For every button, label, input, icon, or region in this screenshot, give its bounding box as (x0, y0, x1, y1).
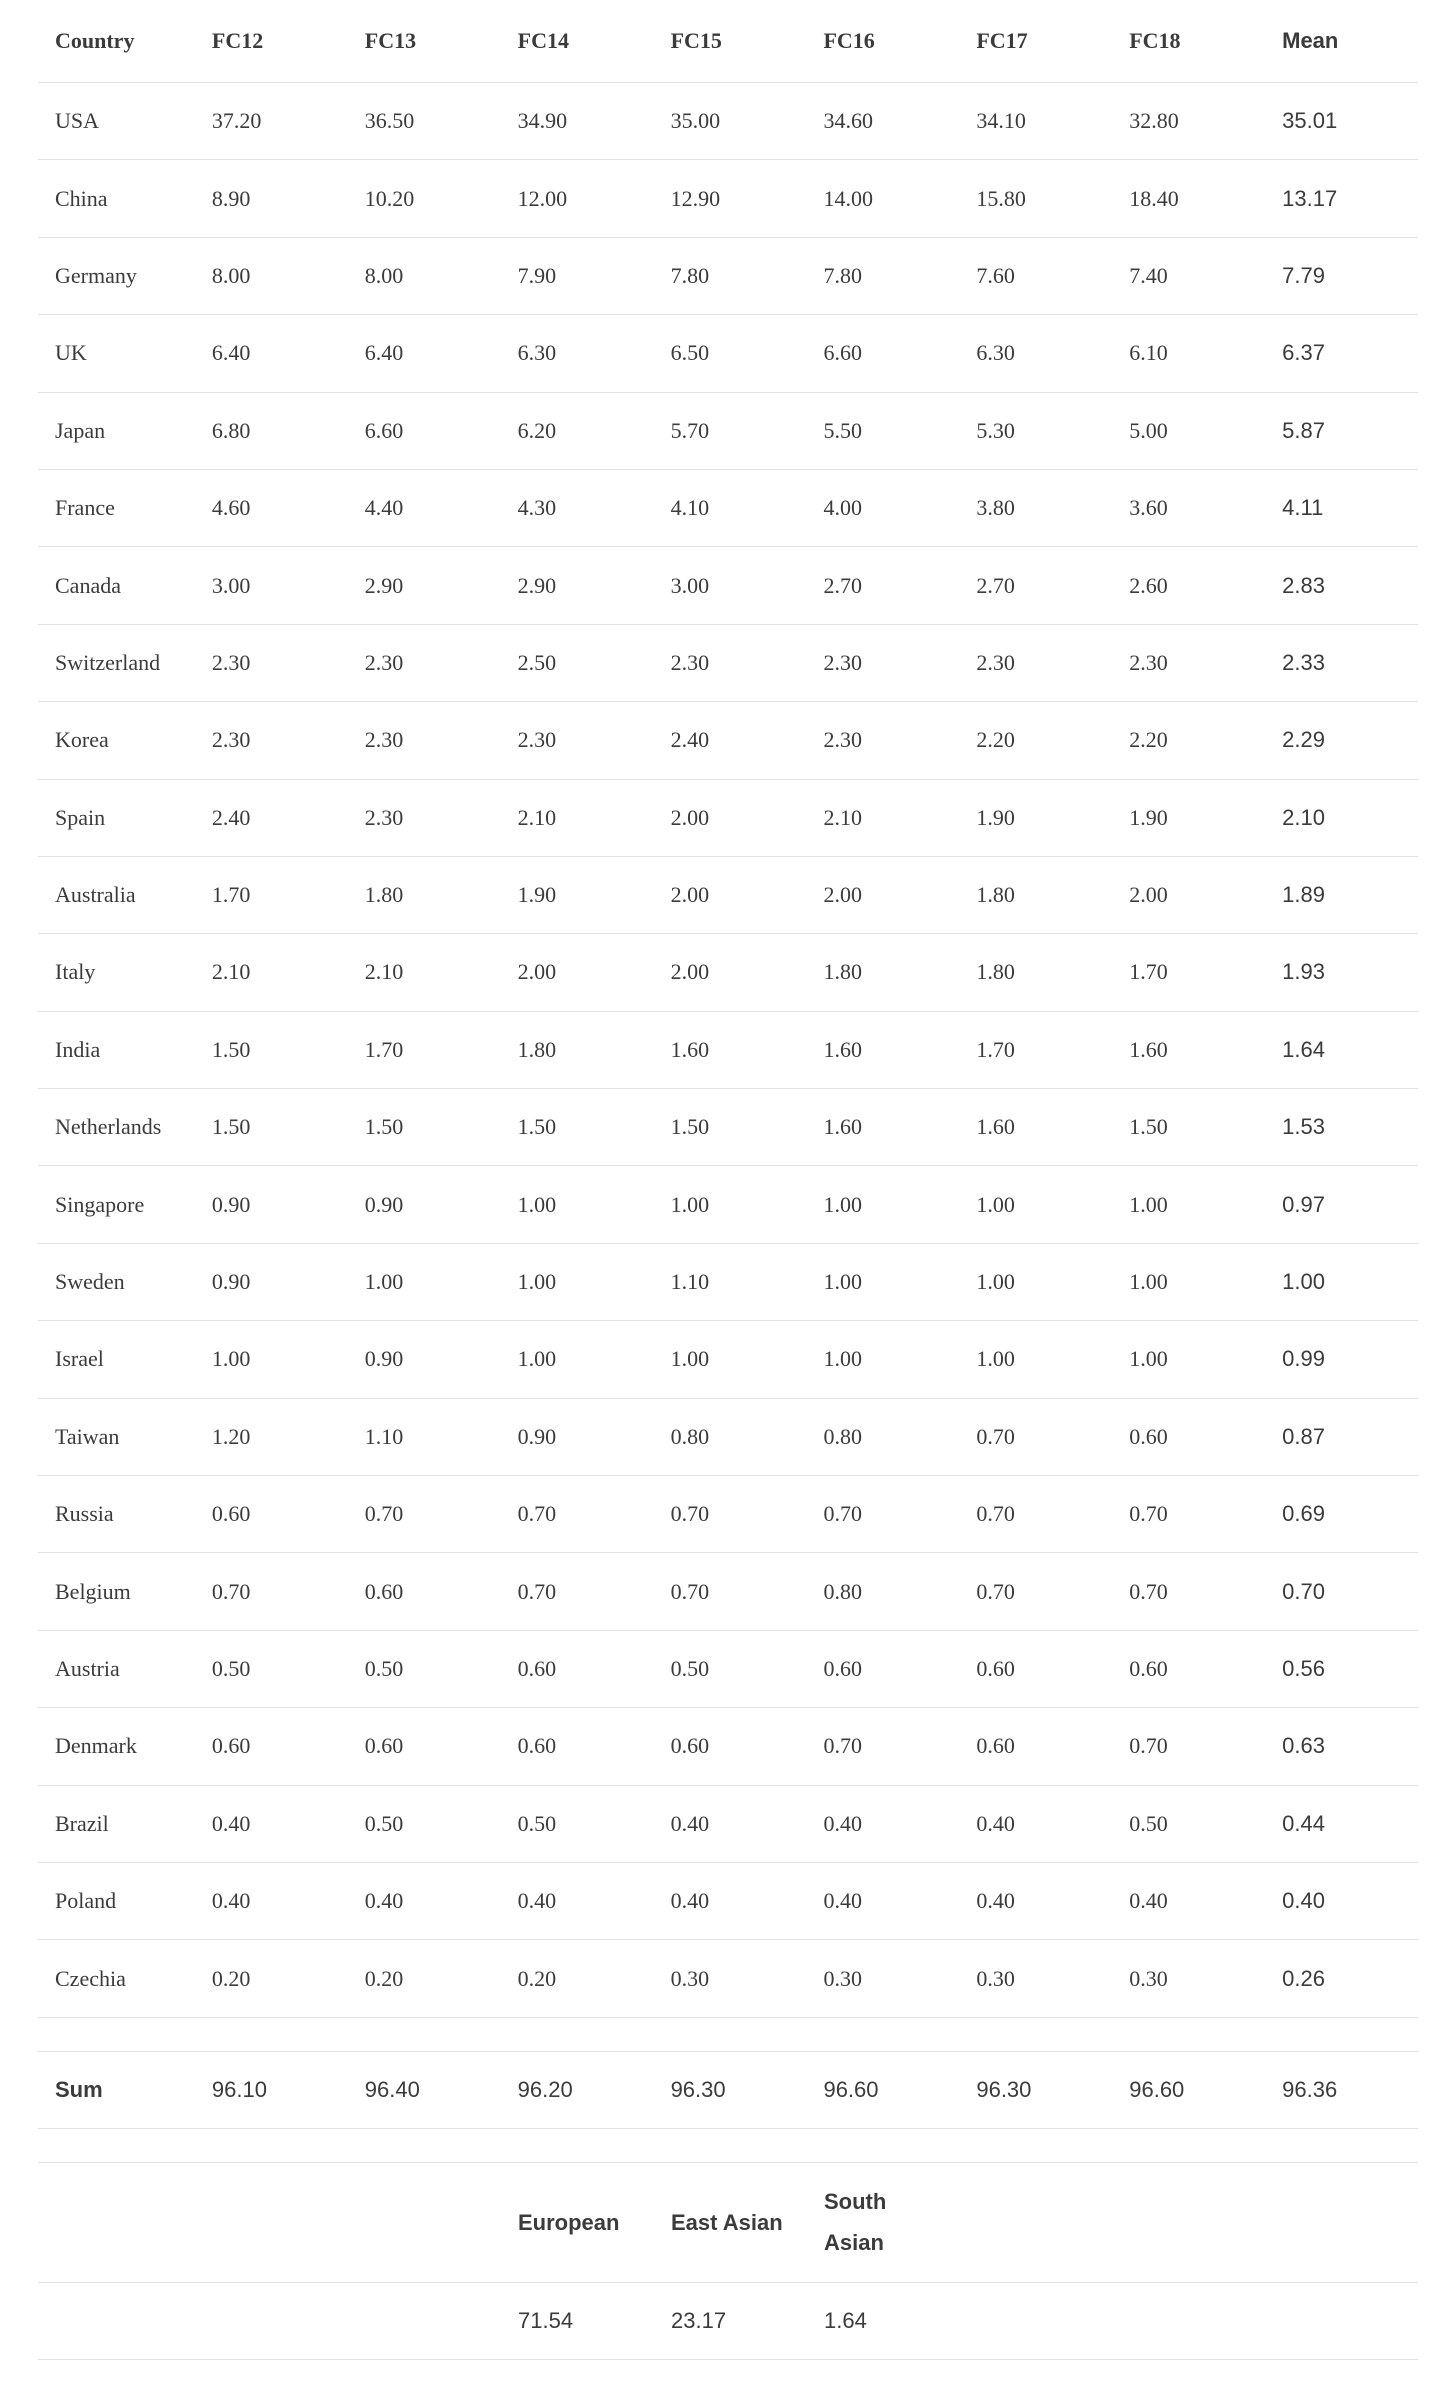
cell-fc17: 2.30 (976, 649, 1015, 675)
cell-fc17: 1.80 (976, 959, 1015, 985)
cell-fc13: 6.40 (364, 340, 404, 366)
cell-fc15: 6.50 (670, 340, 710, 366)
cell-fc18: 0.70 (1129, 1578, 1168, 1604)
cell-fc13: 2.30 (364, 727, 404, 753)
cell-fc13: 0.40 (364, 1888, 404, 1914)
cell-fc15: 2.00 (670, 959, 710, 985)
sum-fc14: 96.20 (517, 2076, 573, 2102)
table-row (38, 780, 1418, 857)
header-mean: Mean (1282, 28, 1339, 53)
cell-fc18: 32.80 (1129, 108, 1179, 134)
table-row (38, 315, 1418, 392)
cell-fc18: 1.60 (1129, 1036, 1168, 1062)
cell-fc12: 0.90 (211, 1269, 251, 1295)
sum-fc17: 96.30 (976, 2076, 1032, 2102)
table-row (38, 1166, 1418, 1243)
cell-fc12: 0.50 (211, 1656, 251, 1681)
cell-fc12: 1.20 (211, 1423, 251, 1449)
table-row (38, 1089, 1418, 1166)
cell-fc18: 5.00 (1129, 417, 1168, 443)
cell-fc15: 35.00 (670, 108, 721, 134)
cell-fc17: 0.60 (976, 1656, 1015, 1681)
cell-fc18: 7.40 (1129, 262, 1168, 288)
cell-country: Brazil (55, 1810, 109, 1836)
cell-mean: 35.01 (1282, 108, 1338, 134)
cell-fc13: 0.50 (364, 1656, 404, 1681)
cell-fc16: 5.50 (823, 417, 862, 443)
cell-country: Taiwan (55, 1423, 120, 1449)
cell-fc14: 2.50 (517, 649, 557, 675)
cell-fc13: 6.60 (364, 417, 404, 443)
cell-mean: 0.56 (1282, 1656, 1325, 1681)
table-spacer (38, 2129, 1418, 2163)
cell-fc15: 12.90 (670, 185, 721, 211)
cell-fc18: 0.30 (1129, 1965, 1168, 1991)
cell-fc18: 3.60 (1129, 495, 1168, 521)
cell-fc12: 37.20 (211, 108, 262, 134)
cell-fc13: 10.20 (364, 185, 415, 211)
table-row (38, 1863, 1418, 1940)
cell-fc12: 1.70 (211, 882, 251, 908)
cell-fc14: 0.60 (517, 1733, 557, 1759)
cell-fc17: 0.70 (976, 1578, 1015, 1604)
region-value-european: 71.54 (518, 2307, 574, 2333)
cell-fc16: 2.30 (823, 649, 862, 675)
table-spacer (38, 2018, 1418, 2052)
table-row (38, 1399, 1418, 1476)
cell-fc15: 1.50 (670, 1114, 710, 1140)
sum-fc18: 96.60 (1129, 2076, 1185, 2102)
cell-fc17: 0.70 (976, 1501, 1015, 1527)
cell-fc12: 0.40 (211, 1888, 251, 1914)
cell-fc14: 0.40 (517, 1888, 557, 1914)
table-header-row (38, 0, 1418, 83)
cell-fc14: 2.00 (517, 959, 557, 985)
cell-fc12: 2.10 (211, 959, 251, 985)
cell-fc18: 2.60 (1129, 572, 1168, 598)
cell-fc16: 4.00 (823, 495, 862, 521)
cell-country: Netherlands (55, 1114, 162, 1140)
cell-fc16: 2.30 (823, 727, 862, 753)
cell-mean: 0.87 (1282, 1423, 1325, 1449)
cell-fc16: 1.00 (823, 1269, 862, 1295)
cell-fc17: 1.00 (976, 1191, 1015, 1217)
cell-fc12: 8.90 (211, 185, 251, 211)
sum-row (38, 2052, 1418, 2129)
cell-mean: 0.69 (1282, 1501, 1325, 1527)
cell-mean: 13.17 (1282, 185, 1338, 211)
cell-mean: 0.44 (1282, 1810, 1325, 1836)
cell-fc13: 0.90 (364, 1191, 404, 1217)
cell-fc15: 0.80 (670, 1423, 710, 1449)
table-body (38, 83, 1418, 2018)
cell-fc17: 6.30 (976, 340, 1015, 366)
cell-fc12: 2.40 (211, 804, 251, 830)
header-fc17: FC17 (976, 28, 1028, 53)
table-row (38, 1631, 1418, 1708)
cell-fc12: 0.60 (211, 1501, 251, 1527)
cell-mean: 4.11 (1282, 495, 1324, 521)
cell-fc14: 1.00 (517, 1269, 557, 1295)
cell-fc18: 0.60 (1129, 1423, 1168, 1449)
cell-fc18: 1.70 (1129, 959, 1168, 985)
table-row (38, 393, 1418, 470)
cell-fc15: 0.60 (670, 1733, 710, 1759)
cell-country: Israel (55, 1346, 104, 1372)
cell-fc13: 0.60 (364, 1733, 404, 1759)
cell-fc15: 4.10 (670, 495, 710, 521)
header-fc12: FC12 (211, 28, 264, 53)
cell-fc12: 6.40 (211, 340, 251, 366)
cell-fc15: 2.00 (670, 804, 710, 830)
table-row (38, 160, 1418, 237)
cell-fc17: 0.60 (976, 1733, 1015, 1759)
cell-country: USA (55, 108, 100, 134)
cell-fc15: 1.60 (670, 1036, 710, 1062)
cell-fc15: 1.00 (670, 1346, 710, 1372)
cell-fc14: 12.00 (517, 185, 568, 211)
cell-mean: 2.33 (1282, 649, 1325, 675)
cell-fc15: 0.70 (670, 1578, 710, 1604)
cell-mean: 1.64 (1282, 1036, 1325, 1062)
cell-fc15: 0.40 (670, 1810, 710, 1836)
cell-mean: 6.37 (1282, 340, 1325, 366)
cell-country: Switzerland (55, 649, 161, 675)
cell-mean: 1.93 (1282, 959, 1325, 985)
cell-fc15: 0.50 (670, 1656, 710, 1681)
sum-label: Sum (55, 2076, 103, 2102)
table-row (38, 1244, 1418, 1321)
cell-fc17: 0.70 (976, 1423, 1015, 1449)
table-row (38, 1553, 1418, 1630)
cell-fc16: 2.10 (823, 804, 862, 830)
cell-country: Poland (55, 1888, 117, 1914)
cell-fc14: 0.60 (517, 1656, 557, 1681)
cell-fc14: 4.30 (517, 495, 557, 521)
cell-fc14: 0.70 (517, 1578, 557, 1604)
cell-fc17: 34.10 (976, 108, 1026, 134)
cell-fc17: 5.30 (976, 417, 1015, 443)
region-header-east-asian: East Asian (671, 2209, 783, 2235)
cell-mean: 2.83 (1282, 572, 1325, 598)
cell-mean: 5.87 (1282, 417, 1325, 443)
table-row (38, 83, 1418, 160)
cell-fc15: 0.40 (670, 1888, 710, 1914)
cell-country: Canada (55, 572, 121, 598)
cell-fc16: 1.80 (823, 959, 862, 985)
table-row (38, 1786, 1418, 1863)
cell-country: Germany (55, 262, 137, 288)
cell-fc18: 0.60 (1129, 1656, 1168, 1681)
cell-fc15: 3.00 (670, 572, 710, 598)
cell-fc13: 0.20 (364, 1965, 404, 1991)
cell-fc15: 0.30 (670, 1965, 710, 1991)
cell-fc13: 8.00 (364, 262, 404, 288)
region-value-south-asian: 1.64 (824, 2307, 867, 2333)
cell-fc18: 2.30 (1129, 649, 1168, 675)
cell-fc15: 7.80 (670, 262, 710, 288)
cell-fc13: 1.70 (364, 1036, 404, 1062)
cell-country: France (55, 495, 115, 521)
region-header-row (38, 2163, 1418, 2283)
cell-fc13: 0.60 (364, 1578, 404, 1604)
cell-mean: 1.89 (1282, 882, 1325, 908)
cell-fc15: 1.10 (670, 1269, 710, 1295)
cell-fc14: 1.90 (517, 882, 557, 908)
cell-fc16: 2.70 (823, 572, 862, 598)
cell-fc16: 0.30 (823, 1965, 862, 1991)
table-row (38, 1012, 1418, 1089)
cell-fc17: 1.80 (976, 882, 1015, 908)
cell-fc14: 6.20 (517, 417, 557, 443)
cell-country: Spain (55, 804, 106, 830)
cell-fc13: 2.10 (364, 959, 404, 985)
table-row (38, 625, 1418, 702)
cell-mean: 0.97 (1282, 1191, 1325, 1217)
table-row (38, 1321, 1418, 1398)
cell-fc15: 1.00 (670, 1191, 710, 1217)
cell-fc14: 0.20 (517, 1965, 557, 1991)
cell-fc14: 1.80 (517, 1036, 557, 1062)
header-fc16: FC16 (823, 28, 875, 53)
header-fc13: FC13 (364, 28, 417, 53)
cell-fc13: 0.70 (364, 1501, 404, 1527)
cell-mean: 0.40 (1282, 1888, 1325, 1914)
cell-mean: 0.70 (1282, 1578, 1325, 1604)
cell-mean: 0.63 (1282, 1733, 1325, 1759)
table-row (38, 934, 1418, 1011)
cell-fc15: 2.40 (670, 727, 710, 753)
cell-fc12: 1.00 (211, 1346, 251, 1372)
cell-fc17: 2.20 (976, 727, 1015, 753)
cell-country: Belgium (55, 1578, 131, 1604)
table-row (38, 702, 1418, 779)
cell-fc14: 1.50 (517, 1114, 557, 1140)
cell-fc14: 2.10 (517, 804, 557, 830)
region-value-east-asian: 23.17 (671, 2307, 727, 2333)
sum-fc13: 96.40 (364, 2076, 420, 2102)
cell-fc12: 4.60 (211, 495, 251, 521)
cell-fc16: 1.00 (823, 1346, 862, 1372)
cell-fc18: 2.00 (1129, 882, 1168, 908)
cell-fc16: 1.60 (823, 1114, 862, 1140)
cell-fc13: 2.30 (364, 649, 404, 675)
cell-fc16: 2.00 (823, 882, 862, 908)
cell-mean: 0.26 (1282, 1965, 1325, 1991)
cell-fc17: 7.60 (976, 262, 1015, 288)
cell-fc17: 1.90 (976, 804, 1015, 830)
cell-fc17: 0.30 (976, 1965, 1015, 1991)
cell-fc18: 18.40 (1129, 185, 1179, 211)
cell-fc13: 1.80 (364, 882, 404, 908)
header-fc18: FC18 (1129, 28, 1181, 53)
cell-fc13: 4.40 (364, 495, 404, 521)
table-row (38, 238, 1418, 315)
cell-fc18: 1.00 (1129, 1346, 1168, 1372)
cell-country: Australia (55, 882, 136, 908)
cell-fc12: 0.70 (211, 1578, 251, 1604)
cell-fc12: 1.50 (211, 1036, 251, 1062)
cell-fc14: 1.00 (517, 1191, 557, 1217)
cell-fc12: 0.40 (211, 1810, 251, 1836)
cell-fc13: 2.30 (364, 804, 404, 830)
cell-fc16: 0.70 (823, 1733, 862, 1759)
cell-fc13: 1.10 (364, 1423, 404, 1449)
region-header-european: European (518, 2209, 620, 2235)
cell-fc16: 34.60 (823, 108, 873, 134)
sum-fc15: 96.30 (670, 2076, 726, 2102)
cell-mean: 2.10 (1282, 804, 1325, 830)
cell-country: Sweden (55, 1269, 125, 1295)
cell-fc17: 3.80 (976, 495, 1015, 521)
cell-fc14: 34.90 (517, 108, 568, 134)
cell-fc13: 0.50 (364, 1810, 404, 1836)
cell-mean: 1.00 (1282, 1269, 1325, 1295)
cell-fc18: 1.00 (1129, 1191, 1168, 1217)
cell-fc16: 1.60 (823, 1036, 862, 1062)
table-row (38, 470, 1418, 547)
country-share-table (38, 0, 1418, 2360)
cell-fc12: 2.30 (211, 649, 251, 675)
cell-fc16: 0.40 (823, 1888, 862, 1914)
cell-fc12: 8.00 (211, 262, 251, 288)
cell-fc12: 0.20 (211, 1965, 251, 1991)
cell-fc13: 1.00 (364, 1269, 404, 1295)
cell-fc18: 0.70 (1129, 1501, 1168, 1527)
cell-fc12: 1.50 (211, 1114, 251, 1140)
cell-fc13: 0.90 (364, 1346, 404, 1372)
cell-fc17: 1.00 (976, 1346, 1015, 1372)
cell-country: Russia (55, 1501, 114, 1527)
cell-fc18: 0.70 (1129, 1733, 1168, 1759)
cell-country: Czechia (55, 1965, 126, 1991)
cell-fc12: 0.90 (211, 1191, 251, 1217)
table-row (38, 1940, 1418, 2017)
cell-fc12: 0.60 (211, 1733, 251, 1759)
cell-mean: 1.53 (1282, 1114, 1325, 1140)
cell-fc18: 0.50 (1129, 1810, 1168, 1836)
region-header-south-asian: South Asian (824, 2189, 887, 2256)
cell-country: India (55, 1036, 101, 1062)
cell-fc12: 2.30 (211, 727, 251, 753)
cell-fc17: 1.70 (976, 1036, 1015, 1062)
cell-fc16: 7.80 (823, 262, 862, 288)
cell-fc14: 2.30 (517, 727, 557, 753)
cell-country: Denmark (55, 1733, 137, 1759)
cell-fc16: 0.60 (823, 1656, 862, 1681)
table-row (38, 1476, 1418, 1553)
cell-fc15: 2.30 (670, 649, 710, 675)
cell-fc17: 0.40 (976, 1810, 1015, 1836)
cell-fc17: 1.00 (976, 1269, 1015, 1295)
cell-country: Korea (55, 727, 109, 753)
cell-country: Singapore (55, 1191, 145, 1217)
cell-fc16: 0.40 (823, 1810, 862, 1836)
cell-fc16: 0.80 (823, 1578, 862, 1604)
table-row (38, 1708, 1418, 1785)
region-value-row (38, 2283, 1418, 2360)
cell-fc16: 14.00 (823, 185, 873, 211)
cell-fc13: 36.50 (364, 108, 415, 134)
sum-mean: 96.36 (1282, 2076, 1338, 2102)
table-row (38, 547, 1418, 624)
cell-fc14: 0.90 (517, 1423, 557, 1449)
cell-fc18: 1.90 (1129, 804, 1168, 830)
cell-fc17: 2.70 (976, 572, 1015, 598)
cell-fc16: 6.60 (823, 340, 862, 366)
cell-fc13: 2.90 (364, 572, 404, 598)
cell-fc18: 6.10 (1129, 340, 1168, 366)
header-fc15: FC15 (670, 28, 722, 53)
cell-fc14: 6.30 (517, 340, 557, 366)
cell-fc16: 1.00 (823, 1191, 862, 1217)
cell-fc18: 0.40 (1129, 1888, 1168, 1914)
cell-country: UK (55, 340, 87, 366)
cell-fc18: 1.00 (1129, 1269, 1168, 1295)
cell-fc15: 2.00 (670, 882, 710, 908)
header-fc14: FC14 (517, 28, 569, 53)
cell-fc15: 0.70 (670, 1501, 710, 1527)
header-country: Country (55, 28, 135, 53)
cell-fc14: 1.00 (517, 1346, 557, 1372)
cell-fc16: 0.70 (823, 1501, 862, 1527)
cell-fc14: 2.90 (517, 572, 557, 598)
cell-fc18: 2.20 (1129, 727, 1168, 753)
cell-country: China (55, 185, 108, 211)
cell-fc17: 0.40 (976, 1888, 1015, 1914)
cell-fc18: 1.50 (1129, 1114, 1168, 1140)
cell-fc16: 0.80 (823, 1423, 862, 1449)
cell-fc14: 0.70 (517, 1501, 557, 1527)
cell-fc12: 3.00 (211, 572, 251, 598)
cell-mean: 7.79 (1282, 262, 1325, 288)
cell-country: Austria (55, 1656, 120, 1681)
cell-fc12: 6.80 (211, 417, 251, 443)
cell-fc14: 7.90 (517, 262, 557, 288)
cell-country: Italy (55, 959, 96, 985)
cell-country: Japan (55, 417, 106, 443)
cell-fc15: 5.70 (670, 417, 710, 443)
sum-fc16: 96.60 (823, 2076, 879, 2102)
cell-fc17: 15.80 (976, 185, 1026, 211)
table-row (38, 857, 1418, 934)
sum-fc12: 96.10 (211, 2076, 267, 2102)
cell-fc17: 1.60 (976, 1114, 1015, 1140)
cell-mean: 0.99 (1282, 1346, 1325, 1372)
cell-fc14: 0.50 (517, 1810, 557, 1836)
cell-mean: 2.29 (1282, 727, 1325, 753)
cell-fc13: 1.50 (364, 1114, 404, 1140)
